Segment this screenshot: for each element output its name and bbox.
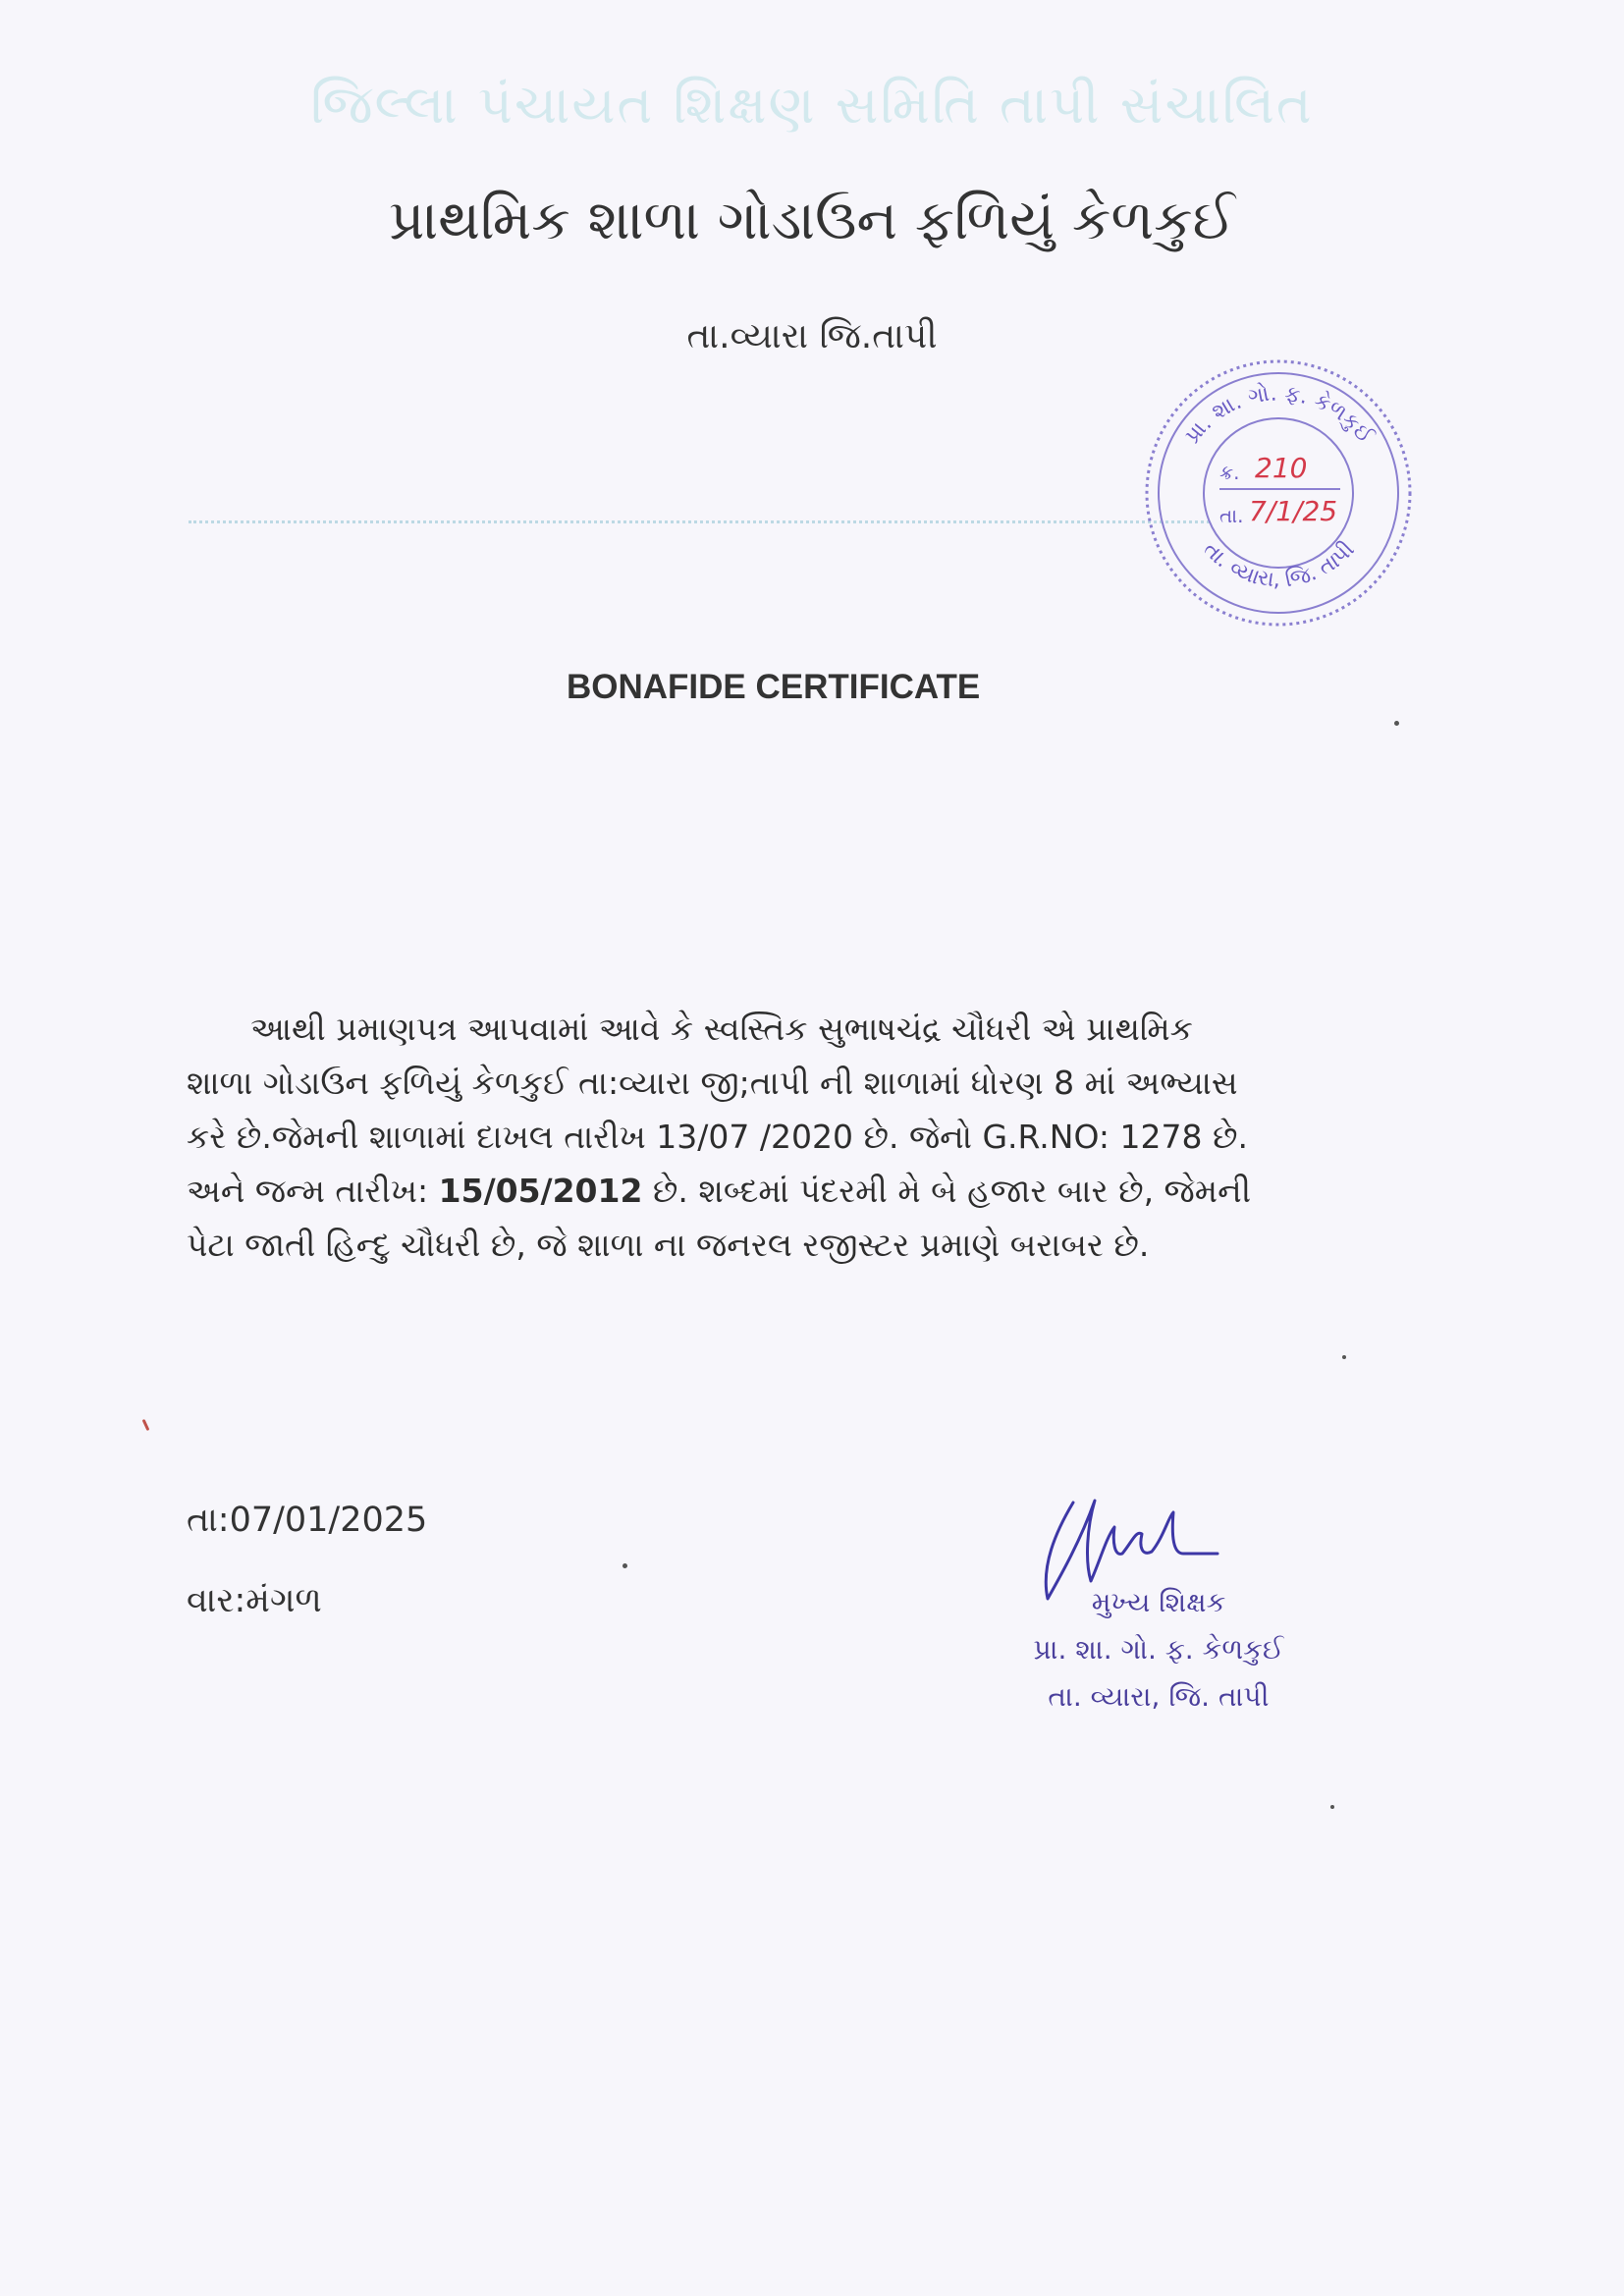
date-of-birth: 15/05/2012 — [438, 1172, 643, 1210]
school-address: તા.વ્યારા જિ.તાપી — [686, 316, 938, 356]
scan-speck — [623, 1563, 627, 1568]
signatory-place: તા. વ્યારા, જિ. તાપી — [1048, 1680, 1270, 1713]
seal-date-label: તા. — [1219, 504, 1244, 527]
seal-number-value: 210 — [1255, 452, 1308, 484]
seal-date-value: 7/1/25 — [1249, 495, 1338, 527]
signatory-school: પ્રા. શા. ગો. ફ. કેળકુઈ — [1033, 1633, 1284, 1666]
body-line-3: કરે છે.જેમની શાળામાં દાખલ તારીખ 13/07 /2020 છે. જેનો G.R.NO: 1278 છે. — [187, 1118, 1248, 1156]
scan-speck — [1394, 721, 1399, 726]
body-line-5: પેટા જાતી હિન્દુ ચૌધરી છે, જે શાળા ના જનરલ રજીસ્ટર પ્રમાણે બરાબર છે. — [187, 1226, 1150, 1264]
certificate-heading: BONAFIDE CERTIFICATE — [567, 668, 981, 706]
issue-date: તા:07/01/2025 — [187, 1501, 428, 1540]
school-seal-stamp — [1139, 354, 1419, 633]
body-line-2: શાળા ગોડાઉન ફળિયું કેળકુઈ તા:વ્યારા જી;તાપી ની શાળામાં ધોરણ 8 માં અભ્યાસ — [187, 1064, 1238, 1102]
certificate-body — [187, 1002, 1434, 1272]
faint-letterhead-text: જિલ્લા પંચાયત શિક્ષણ સમિતિ તાપી સંચાલિત — [310, 74, 1314, 136]
signatory-title: મુખ્ય શિક્ષક — [1091, 1586, 1226, 1618]
issue-day: વાર:મંગળ — [187, 1581, 322, 1620]
letterhead-divider — [189, 520, 1210, 523]
school-name-heading: પ્રાથમિક શાળા ગોડાઉન ફળિયું કેળકુઈ — [389, 189, 1235, 252]
scan-speck — [142, 1419, 150, 1431]
dob-suffix: છે. શબ્દમાં પંદરમી મે બે હજાર બાર છે, જેમની — [642, 1172, 1252, 1210]
seal-top-text: પ્રા. શા. ગો. ફ. કેળકુઈ — [1180, 381, 1378, 449]
signatory-block — [982, 1579, 1335, 1721]
body-line-dob — [187, 1164, 1434, 1218]
scan-speck — [1342, 1355, 1346, 1359]
body-line-1: આથી પ્રમાણપત્ર આપવામાં આવે કે સ્વસ્તિક સુભાષચંદ્ર ચૌધરી એ પ્રાથમિક — [250, 1010, 1193, 1048]
dob-prefix: અને જન્મ તારીખ: — [187, 1172, 439, 1210]
seal-number-label: ક્ર. — [1219, 461, 1240, 484]
scan-speck — [1330, 1805, 1334, 1809]
seal-bottom-text: તા. વ્યારા, જિ. તાપી — [1198, 537, 1360, 593]
